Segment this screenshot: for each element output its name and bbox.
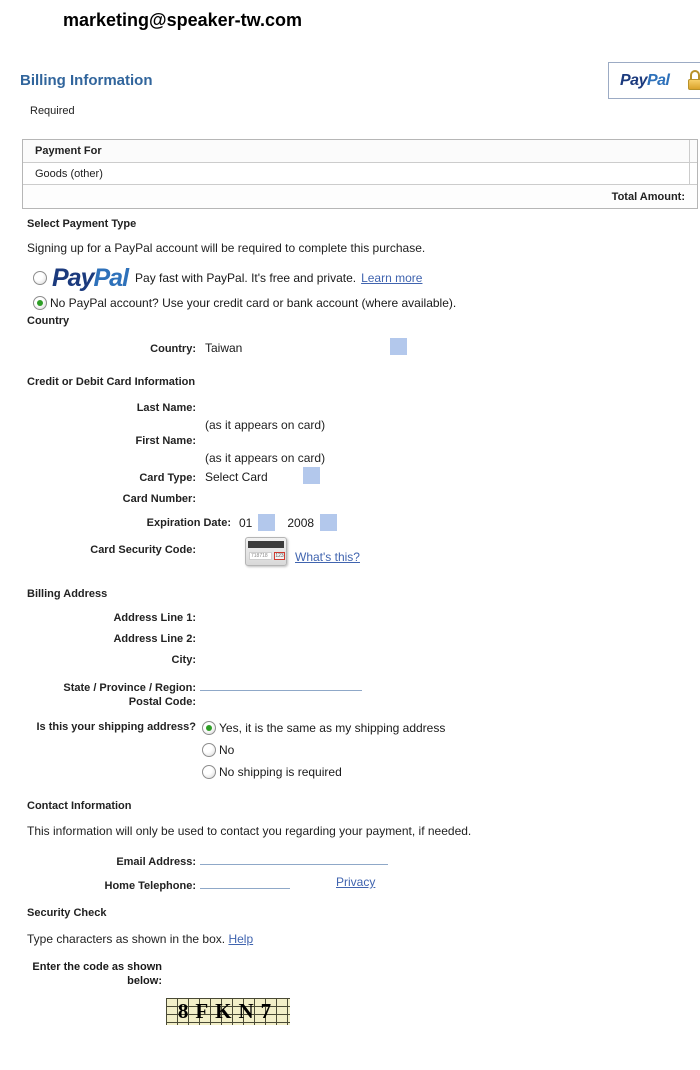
learn-more-link[interactable]: Learn more <box>361 271 423 285</box>
card-cvv-highlight: 123 <box>275 553 284 559</box>
first-name-field-row <box>27 435 196 447</box>
address-line1-label: Address Line 1: <box>113 612 196 624</box>
expiration-date-label: Expiration Date: <box>146 516 231 529</box>
shipping-option-yes <box>202 717 445 739</box>
merchant-email-title: marketing@speaker-tw.com <box>63 10 302 30</box>
total-amount-label: Total Amount: <box>611 190 685 203</box>
expiration-month-dropdown-button[interactable] <box>258 514 275 531</box>
security-code-field-row <box>27 537 360 566</box>
card-number-label: Card Number: <box>122 493 196 505</box>
payment-table <box>22 139 698 209</box>
address2-field-row <box>27 633 196 645</box>
whats-this-link[interactable]: What's this? <box>295 550 360 564</box>
shipping-no-label: No <box>219 743 235 757</box>
contact-information-heading: Contact Information <box>27 800 132 812</box>
privacy-link[interactable]: Privacy <box>336 875 376 889</box>
help-link[interactable]: Help <box>228 932 254 946</box>
paypal-logo-pay: Pay <box>620 72 647 89</box>
state-input[interactable] <box>200 676 362 691</box>
paypal-logo <box>620 72 669 90</box>
email-address-label: Email Address: <box>116 856 196 868</box>
state-label: State / Province / Region: <box>63 682 196 694</box>
expiration-date-field-row <box>27 514 337 531</box>
shipping-option-none <box>202 761 445 783</box>
no-paypal-option-text: No PayPal account? Use your credit card or bank account (where available). <box>50 296 457 310</box>
enter-code-label: Enter the code as shown below: <box>32 961 162 987</box>
paypal-logo-pal: Pal <box>646 72 670 89</box>
security-check-instruction-row <box>27 932 253 946</box>
email-input[interactable] <box>200 850 388 865</box>
shipping-question-label: Is this your shipping address? <box>36 721 196 733</box>
billing-address-heading: Billing Address <box>27 588 108 600</box>
email-field-row <box>27 850 388 868</box>
page-title: Billing Information <box>20 72 153 89</box>
shipping-no-radio[interactable] <box>202 743 216 757</box>
amount-cell <box>689 163 697 184</box>
country-field-row <box>27 341 242 355</box>
card-number-field-row <box>27 493 196 505</box>
shipping-yes-label: Yes, it is the same as my shipping address <box>219 721 446 735</box>
postal-field-row <box>27 696 196 708</box>
paypal-option-row <box>33 263 422 293</box>
shipping-option-no <box>202 739 445 761</box>
paypal-option-logo-pal: Pal <box>93 263 129 292</box>
city-field-row <box>27 654 196 666</box>
first-name-hint: (as it appears on card) <box>205 451 326 465</box>
card-security-code-label: Card Security Code: <box>90 544 196 556</box>
captcha-image: 8FKN7 <box>166 998 290 1025</box>
no-paypal-option-row <box>33 296 456 310</box>
card-type-field-row <box>27 470 268 484</box>
card-section-heading: Credit or Debit Card Information <box>27 376 196 388</box>
table-row <box>23 163 697 185</box>
paypal-signup-note: Signing up for a PayPal account will be required to complete this purchase. <box>27 241 426 255</box>
payment-table-header-row <box>23 140 697 163</box>
address-line2-label: Address Line 2: <box>113 633 196 645</box>
card-signature-number: 718718 <box>249 552 272 560</box>
payment-for-header: Payment For <box>35 145 102 157</box>
lock-icon <box>688 70 700 92</box>
phone-field-row <box>27 874 376 892</box>
no-paypal-option-radio[interactable] <box>33 296 47 310</box>
city-label: City: <box>171 654 196 666</box>
security-code-card-image <box>245 537 287 566</box>
country-value: Taiwan <box>205 341 243 355</box>
country-section-heading: Country <box>27 315 70 327</box>
amount-column-cell <box>689 140 697 162</box>
card-type-value: Select Card <box>205 470 268 484</box>
shipping-none-radio[interactable] <box>202 765 216 779</box>
last-name-hint: (as it appears on card) <box>205 418 326 432</box>
paypal-badge <box>608 62 700 99</box>
postal-code-label: Postal Code: <box>128 696 196 708</box>
first-name-label: First Name: <box>135 435 196 447</box>
contact-note: This information will only be used to contact you regarding your payment, if needed. <box>27 824 472 838</box>
shipping-options-group <box>202 717 445 783</box>
shipping-yes-radio[interactable] <box>202 721 216 735</box>
expiration-month-value: 01 <box>239 515 253 530</box>
expiration-year-value: 2008 <box>287 515 315 530</box>
card-magstripe <box>248 541 284 548</box>
card-type-label: Card Type: <box>139 472 196 484</box>
paypal-option-logo <box>52 263 129 292</box>
home-telephone-label: Home Telephone: <box>104 880 196 892</box>
last-name-label: Last Name: <box>136 402 196 414</box>
paypal-option-logo-pay: Pay <box>52 263 94 292</box>
required-label: Required <box>30 105 75 117</box>
shipping-question-row <box>27 717 445 783</box>
last-name-field-row <box>27 402 196 414</box>
paypal-option-radio[interactable] <box>33 271 47 285</box>
phone-input[interactable] <box>200 874 290 889</box>
country-label: Country: <box>150 343 196 355</box>
shipping-none-label: No shipping is required <box>219 765 342 779</box>
payment-description-cell: Goods (other) <box>35 167 103 180</box>
total-row <box>23 185 697 208</box>
select-payment-type-heading: Select Payment Type <box>27 218 137 230</box>
card-type-dropdown-button[interactable] <box>303 467 320 484</box>
country-dropdown-button[interactable] <box>390 338 407 355</box>
expiration-year-dropdown-button[interactable] <box>320 514 337 531</box>
security-check-instruction: Type characters as shown in the box. <box>27 932 226 946</box>
paypal-option-text: Pay fast with PayPal. It's free and private. <box>135 271 357 285</box>
state-field-row <box>27 676 362 694</box>
address1-field-row <box>27 612 196 624</box>
security-check-heading: Security Check <box>27 907 107 919</box>
